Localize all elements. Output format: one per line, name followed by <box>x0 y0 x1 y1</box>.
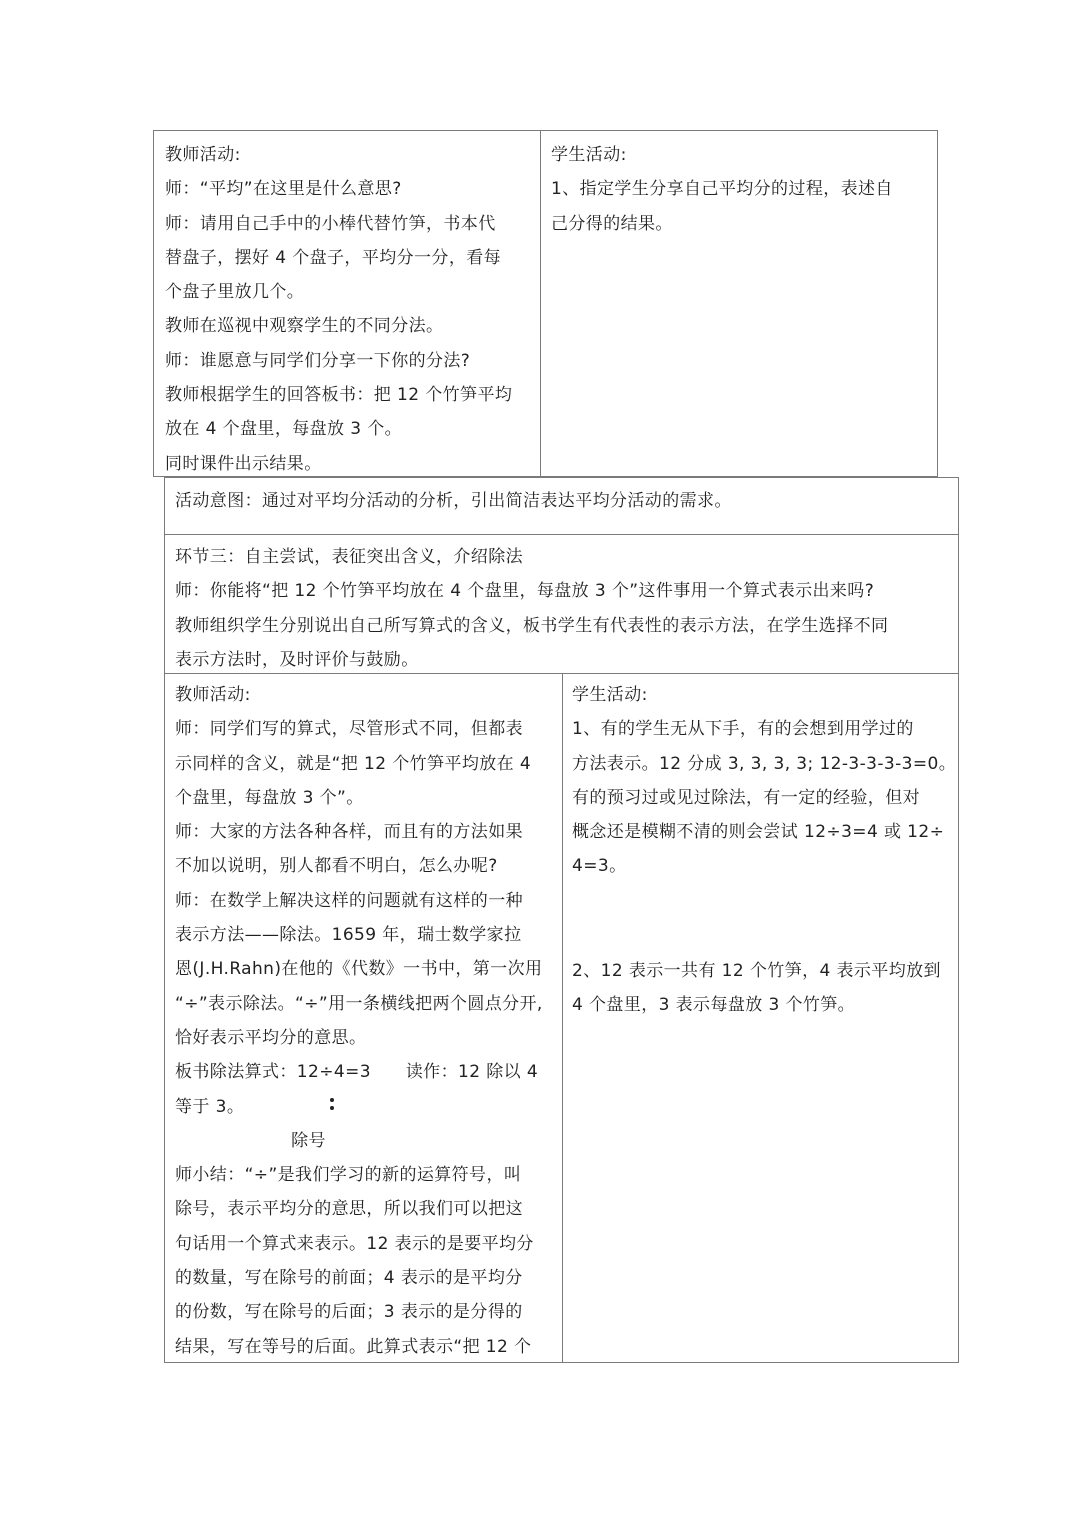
text-line: 己分得的结果。 <box>551 213 673 234</box>
text-line: 师：大家的方法各种各样，而且有的方法如果 <box>175 822 523 843</box>
text-line: 的数量，写在除号的前面；4 表示的是平均分 <box>175 1268 523 1289</box>
table2-column-divider <box>562 673 563 1363</box>
text-line: 教师根据学生的回答板书：把 12 个竹笋平均 <box>165 385 513 406</box>
text-line: 师小结：“÷”是我们学习的新的运算符号，叫 <box>175 1165 522 1186</box>
text-line: 师：谁愿意与同学们分享一下你的分法? <box>165 350 471 371</box>
text-line: 方法表示。12 分成 3, 3, 3, 3; 12-3-3-3-3=0。 <box>572 753 957 774</box>
text-line: 示同样的含义，就是“把 12 个竹笋平均放在 4 <box>175 753 532 774</box>
text-line: 板书除法算式：12÷4=3 读作：12 除以 4 <box>175 1062 539 1083</box>
table2-student-activity <box>572 678 957 884</box>
text-line: 个盘子里放几个。 <box>165 282 305 303</box>
text-line: 除号，表示平均分的意思，所以我们可以把这 <box>175 1199 523 1220</box>
text-line: 1、指定学生分享自己平均分的过程，表述自 <box>551 179 893 200</box>
table1-column-divider <box>540 130 541 477</box>
text-line: 表示方法时，及时评价与鼓励。 <box>175 649 419 670</box>
text-line: 表示方法——除法。1659 年，瑞士数学家拉 <box>175 925 522 946</box>
intent-divider <box>164 534 959 535</box>
student-activity-heading: 学生活动: <box>572 685 648 705</box>
text-line: 等于 3。 <box>175 1096 245 1117</box>
text-line: 放在 4 个盘里，每盘放 3 个。 <box>165 419 403 440</box>
text-line: 恰好表示平均分的意思。 <box>175 1027 367 1048</box>
text-line: 同时课件出示结果。 <box>165 453 322 474</box>
text-line: 句话用一个算式来表示。12 表示的是要平均分 <box>175 1233 534 1254</box>
activity-intent <box>175 484 945 518</box>
text-line: 师：“平均”在这里是什么意思? <box>165 179 402 200</box>
text-line: “÷”表示除法。“÷”用一条横线把两个圆点分开, <box>175 993 543 1014</box>
text-line: 不加以说明，别人都看不明白，怎么办呢? <box>175 856 498 877</box>
pointer-dots-icon <box>330 1098 334 1118</box>
text-line: 概念还是模糊不清的则会尝试 12÷3=4 或 12÷ <box>572 822 945 843</box>
text-line: 教师组织学生分别说出自己所写算式的含义，板书学生有代表性的表示方法，在学生选择不同 <box>175 615 889 636</box>
activity-intent-text: 活动意图：通过对平均分活动的分析，引出简洁表达平均分活动的需求。 <box>175 491 732 511</box>
text-line: 结果，写在等号的后面。此算式表示“把 12 个 <box>175 1336 532 1357</box>
table2-student-activity-2 <box>572 954 954 1023</box>
division-sign-label: 除号 <box>175 1130 326 1151</box>
text-line: 个盘里，每盘放 3 个”。 <box>175 787 364 808</box>
text-line: 师：在数学上解决这样的问题就有这样的一种 <box>175 890 523 911</box>
text-line: 4 个盘里，3 表示每盘放 3 个竹笋。 <box>572 995 856 1016</box>
student-activity-heading: 学生活动: <box>551 145 627 165</box>
section-three-heading: 环节三：自主尝试，表征突出含义，介绍除法 <box>175 547 523 567</box>
text-line: 的份数，写在除号的后面；3 表示的是分得的 <box>175 1302 523 1323</box>
text-line: 4=3。 <box>572 856 627 877</box>
section-three <box>175 540 950 677</box>
table2-teacher-activity <box>175 678 557 1364</box>
text-line: 恩(J.H.Rahn)在他的《代数》一书中，第一次用 <box>175 959 543 980</box>
teacher-activity-heading: 教师活动: <box>165 145 241 165</box>
text-line: 1、有的学生无从下手，有的会想到用学过的 <box>572 719 914 740</box>
text-line: 2、12 表示一共有 12 个竹笋，4 表示平均放到 <box>572 961 941 981</box>
table1-student-activity <box>551 138 931 241</box>
text-line: 师：你能将“把 12 个竹笋平均放在 4 个盘里，每盘放 3 个”这件事用一个算式表示出来吗? <box>175 581 875 602</box>
text-line: 师：同学们写的算式，尽管形式不同，但都表 <box>175 719 523 740</box>
text-line: 师：请用自己手中的小棒代替竹笋，书本代 <box>165 213 496 234</box>
text-line: 替盘子，摆好 4 个盘子，平均分一分，看每 <box>165 247 502 268</box>
table1-teacher-activity <box>165 138 535 481</box>
teacher-activity-heading: 教师活动: <box>175 685 251 705</box>
text-line: 教师在巡视中观察学生的不同分法。 <box>165 316 444 337</box>
text-line: 有的预习过或见过除法，有一定的经验，但对 <box>572 787 920 808</box>
